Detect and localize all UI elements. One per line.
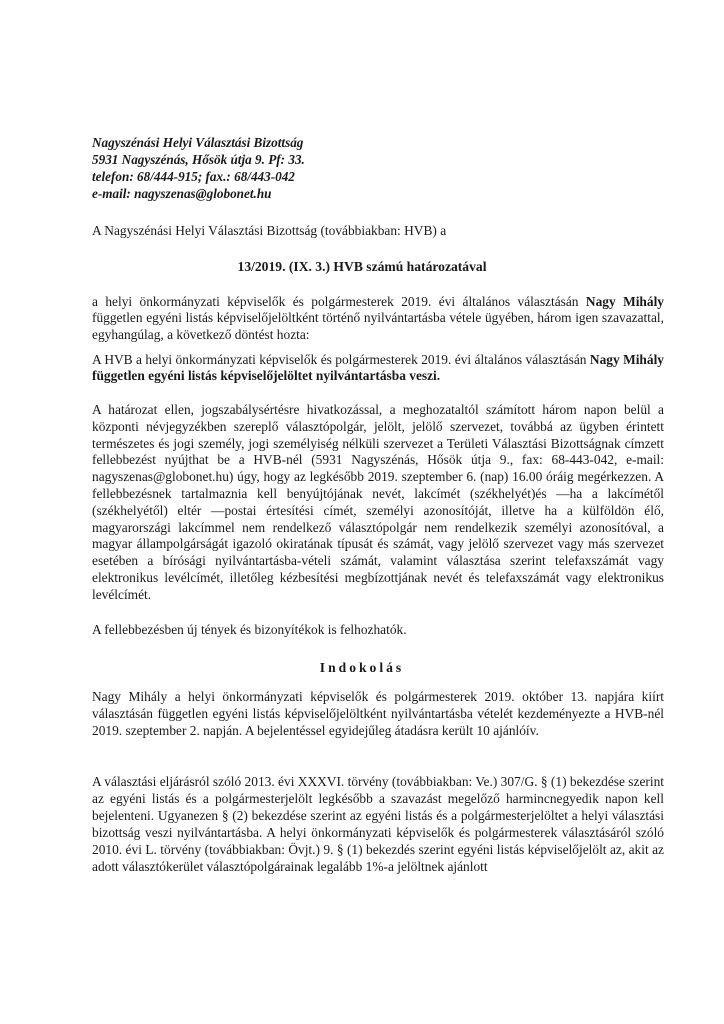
appeal-note: A fellebbezésben új tények és bizonyítékok is felhozhatók. [92,622,407,637]
decision-before: A HVB a helyi önkormányzati képviselők és polgármesterek 2019. évi általános választásán [92,352,590,367]
appeal-paragraph: A határozat ellen, jogszabálysértésre hivatkozással, a meghozataltól számított három napon belül a központi névjegyzékben szereplő választópolgár, jelölt, jelölő szervezet, továbbá az ügyben érintett természetes és jogi személy, jogi személyiség nélküli szervezet a Területi Választási Bizottságnak címzett fellebbezést nyújthat be a HVB-nél (5931 Nagyszénás, Hősök útja 9., fax: 68-443-042, e-mail: nagyszenas@globonet.hu) úgy, hogy az legkésőbb 2019. szeptember 6. (nap) 16.00 óráig megérkezzen. A fellebbezésnek tartalmaznia kell benyújtójának nevét, lakcímét (székhelyét)és —ha a lakcímétől (székhelyétől) eltér —postai értesítési címét, személyi azonosítóját, illetve ha a külföldön élő, magyarországi lakcímmel nem rendelkező választópolgár nem rendelkezik személyi azonosítóval, a magyar állampolgárságát igazoló okiratának típusát és számát, vagy jelölő szervezet vagy más szervezet esetében a bírósági nyilvántartásba-vételi számát, valamint választása szerint telefaxszámát vagy elektronikus levélcímét, illetőleg kézbesítési megbízottjának nevét és telefaxszámát vagy elektronikus levélcímét. [92,402,664,602]
decision-bold: Nagy Mihály független egyéni listás képviselőjelöltet nyilvántartásba veszi. [92,352,664,384]
decision-intro-after: független egyéni listás képviselőjelöltként történő nyilvántartásba vétele ügyében, három igen szavazattal, egyhangúlag, a következő döntést hozta: [92,310,664,342]
decision-text [92,352,664,385]
decision-intro [92,294,664,343]
org-name: Nagyszénási Helyi Választási Bizottság [92,135,304,150]
reasoning-title: Indokolás [319,660,405,675]
letterhead [92,134,305,202]
reasoning-paragraph-2: A választási eljárásról szóló 2013. évi XXXVI. törvény (továbbiakban: Ve.) 307/G. § (1) bekezdése szerint az egyéni listás és a polgármesterjelölt legkésőbb a szavazást megelőző harmincnegyedik napon kell bejelenteni. Ugyanezen § (2) bekezdése szerint az egyéni listás és a polgármesterjelöltet a helyi választási bizottság veszi nyilvántartásba. A helyi önkormányzati képviselők és polgármesterek választásáról szóló 2010. évi L. törvény (továbbiakban: Övjt.) 9. § (1) bekezdés szerint egyéni listás képviselőjelölt az, akit az adott választókerület választópolgárainak legalább 1%-a jelöltnek ajánlott [92,774,664,874]
org-email: e-mail: nagyszenas@globonet.hu [92,186,272,201]
org-phone: telefon: 68/444-915; fax.: 68/443-042 [92,169,295,184]
resolution-title: 13/2019. (IX. 3.) HVB számú határozatával [237,259,487,274]
intro-line: A Nagyszénási Helyi Választási Bizottság (továbbiakban: HVB) a [92,223,447,238]
candidate-name: Nagy Mihály [585,294,664,309]
decision-intro-before: a helyi önkormányzati képviselők és polgármesterek 2019. évi általános választásán [92,294,586,309]
org-address: 5931 Nagyszénás, Hősök útja 9. Pf: 33. [92,152,305,167]
reasoning-paragraph-1: Nagy Mihály a helyi önkormányzati képviselők és polgármesterek 2019. október 13. napjára kiírt választásán független egyéni listás képviselőjelöltként nyilvántartásba vételét kezdeményezte a HVB-nél 2019. szeptember 2. napján. A bejelentéssel egyidejűleg átadásra került 10 ajánlóív. [92,689,664,738]
